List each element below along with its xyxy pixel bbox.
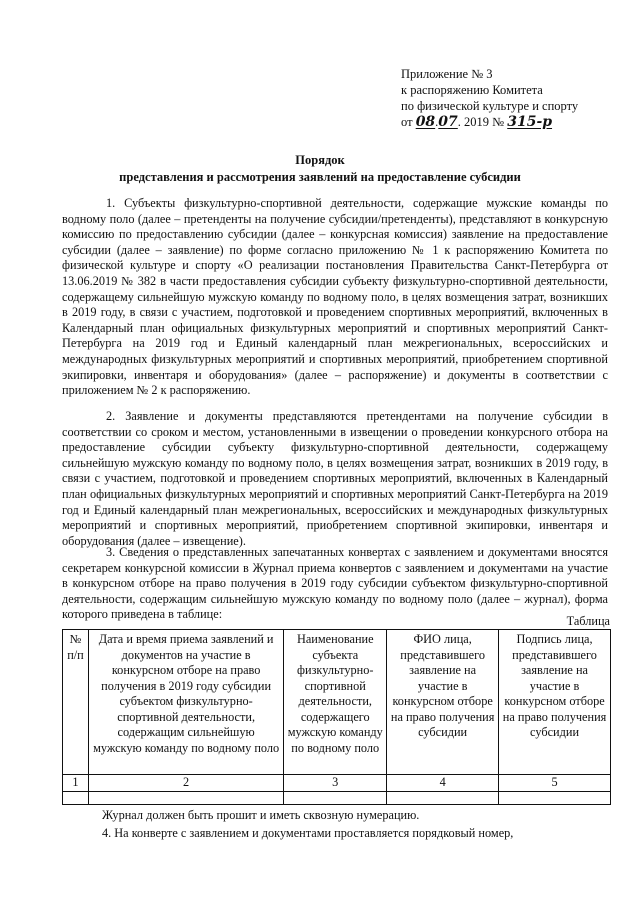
handwritten-month: 07 [438, 114, 458, 130]
date-prefix: от [401, 115, 413, 129]
journal-note: Журнал должен быть прошит и иметь сквозную нумерацию. [102, 808, 420, 822]
document-title: Порядок [295, 153, 345, 167]
table-row [63, 775, 611, 792]
header-number: № п/п [63, 630, 89, 775]
column-number-cell: 1 [63, 775, 89, 792]
date-year: 2019 № [464, 115, 505, 129]
handwritten-day: 08 [415, 114, 436, 130]
empty-cell [63, 791, 89, 804]
appendix-header [401, 66, 578, 130]
appendix-date-line: от 08.07. 2019 № 315-р [401, 114, 553, 130]
handwritten-number: 315-р [507, 114, 553, 130]
paragraph-1: 1. Субъекты физкультурно-спортивной деятельности, содержащие мужские команды по водному поло (далее – претенденты на получение субсидии/претенденты), представляют в конкурсную комиссию по предоставлению субсидии (далее – конкурсная комиссия) заявление на предоставление субсидии (далее – заявление) по форме согласно приложению № 1 к распоряжению Комитета по физической культуре и спорту «О реализации постановления Правительства Санкт-Петербурга от 13.06.2019 № 382 в части предоставления субсидии субъекту физкультурно-спортивной деятельности, содержащему сильнейшую мужскую команду по водному поло, в целях возмещения затрат, возникших в 2019 году, в связи с участием, подготовкой и проведением спортивных мероприятий, включенных в Календарный план официальных физкультурных мероприятий и спортивных мероприятий Санкт-Петербурга на 2019 год и Единый календарный план межрегиональных, всероссийских и международных физкультурных мероприятий и спортивных мероприятий, приобретением спортивной экипировки, инвентаря и оборудования» (далее – распоряжение) и документы в соответствии с приложением № 2 к распоряжению. [62, 196, 608, 398]
empty-cell [88, 791, 283, 804]
table-row [63, 791, 611, 804]
paragraph-4-start: 4. На конверте с заявлением и документами проставляется порядковый номер, [102, 826, 514, 840]
column-number-cell: 3 [284, 775, 387, 792]
header-signature: Подпись лица, представившего заявление на участие в конкурсном отборе на право получения субсидии [499, 630, 611, 775]
header-date-time: Дата и время приема заявлений и документов на участие в конкурсном отборе на право получения в 2019 году субсидии субъектом физкультурно-спортивной деятельности, содержащим сильнейшую мужскую команду по водному поло [88, 630, 283, 775]
appendix-reference: к распоряжению Комитета [401, 83, 543, 97]
document-subtitle: представления и рассмотрения заявлений на предоставление субсидии [119, 170, 521, 184]
paragraph-3: 3. Сведения о представленных запечатанных конвертах с заявлением и документами вносятся секретарем конкурсной комиссии в Журнал приема конвертов с заявлением и документами на участие в конкурсном отборе на право получения в 2019 году субсидии субъектом физкультурно-спортивной деятельности, содержащим сильнейшую мужскую команду по водному поло (далее – журнал), форма которого приведена в таблице: [62, 545, 608, 622]
empty-cell [284, 791, 387, 804]
column-number-cell: 2 [88, 775, 283, 792]
header-full-name: ФИО лица, представившего заявление на участие в конкурсном отборе на право получения субсидии [387, 630, 499, 775]
appendix-title: Приложение № 3 [401, 67, 493, 81]
paragraph-2: 2. Заявление и документы представляются претендентами на получение субсидии в соответствии со сроком и местом, установленными в извещении о проведении конкурсного отбора на предоставление субсидии субъекту физкультурно-спортивной деятельности, содержащему сильнейшую мужскую команду по водному поло, в целях возмещения затрат, возникших в 2019 году, в связи с участием, подготовкой и проведением спортивных мероприятий, включенных в Календарный план официальных физкультурных мероприятий и спортивных мероприятий Санкт-Петербурга на 2019 год и Единый календарный план межрегиональных, всероссийских и международных физкультурных мероприятий и спортивных мероприятий, приобретением спортивной экипировки, инвентаря и оборудования (далее – извещение). [62, 409, 608, 548]
appendix-committee: по физической культуре и спорту [401, 99, 579, 113]
table-header-row [63, 630, 611, 775]
table-caption: Таблица [566, 614, 610, 628]
journal-table [62, 629, 611, 805]
empty-cell [499, 791, 611, 804]
column-number-cell: 5 [499, 775, 611, 792]
empty-cell [387, 791, 499, 804]
column-number-cell: 4 [387, 775, 499, 792]
header-organization: Наименование субъекта физкультурно-спортивной деятельности, содержащего мужскую команду по водному поло [284, 630, 387, 775]
